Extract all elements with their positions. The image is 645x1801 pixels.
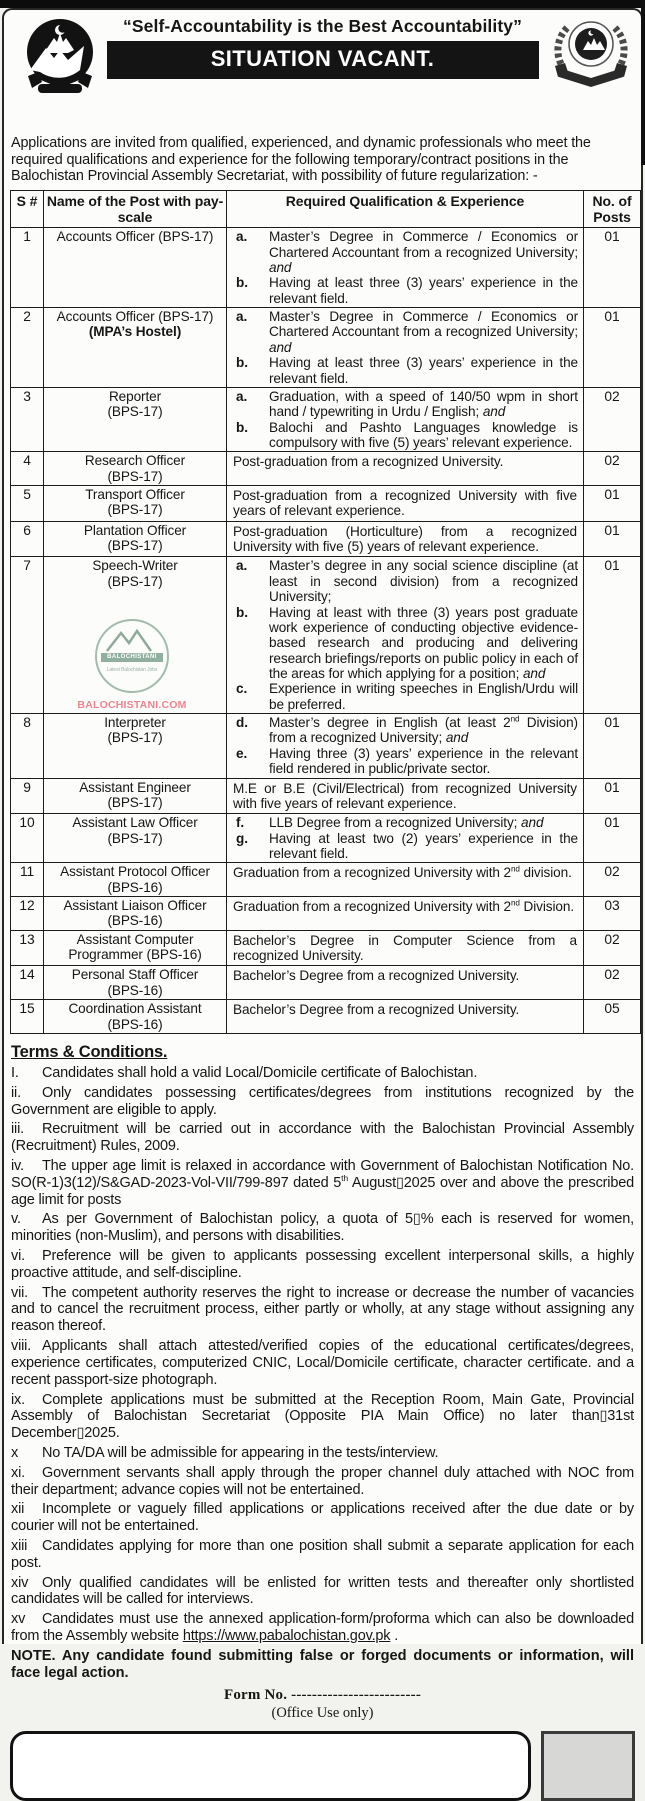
qualification-item-label: b. <box>236 604 248 620</box>
situation-vacant-banner: SITUATION VACANT. <box>107 41 539 79</box>
table-row <box>11 308 641 388</box>
qualification-text: Post-graduation from a recognized University. <box>233 454 504 470</box>
qualification-item-text: Graduation, with a speed of 140/50 wpm in short hand / typewriting in Urdu / English; and <box>269 388 578 420</box>
post-title-line: (MPA’s Hostel) <box>88 324 182 340</box>
table-row <box>11 930 641 966</box>
row-qualification <box>227 930 584 966</box>
term-item <box>11 1501 634 1535</box>
qualification-item-text: Having at least with three (3) years post graduate work experience of conducting objective evidence-based research and producing and delivering research briefings/reports on public policy in each of the areas for which applying for a position; and <box>269 604 578 681</box>
balochistan-assembly-emblem-right <box>549 12 633 109</box>
qualification-item <box>229 605 581 682</box>
row-qualification <box>227 1000 584 1034</box>
row-serial: 2 <box>11 308 44 388</box>
row-qualification <box>227 557 584 714</box>
balochistan-assembly-emblem-left <box>16 14 104 115</box>
qualification-item-label: a. <box>236 388 248 404</box>
header-serial: S # <box>11 191 44 228</box>
qualification-item <box>229 229 581 275</box>
qualification-item-text: Master’s Degree in Commerce / Economics or Chartered Accountant from a recognized University; and <box>269 309 578 355</box>
qualification-item-text: Having at least two (2) years’ experience in the relevant field. <box>269 830 578 861</box>
row-post-name <box>44 1000 227 1034</box>
header-qualification: Required Qualification & Experience <box>227 191 584 228</box>
table-header-row <box>11 191 641 228</box>
post-title-line: Assistant Computer <box>76 931 194 947</box>
table-row <box>11 714 641 778</box>
post-title-line: Programmer (BPS-16) <box>68 947 202 963</box>
watermark-band-text: BALOCHISTANI <box>101 653 163 662</box>
table-row <box>11 521 641 557</box>
row-post-name <box>44 452 227 486</box>
qualification-item <box>229 275 581 306</box>
qualification-text: Bachelor’s Degree from a recognized University. <box>233 968 520 984</box>
qualification-item-text: Having three (3) years’ experience in the relevant field rendered in public/private sector. <box>269 745 578 777</box>
row-qualification <box>227 228 584 308</box>
row-serial: 12 <box>11 897 44 931</box>
advert-frame <box>2 8 643 1722</box>
table-row <box>11 897 641 931</box>
post-title-line: Assistant Engineer <box>79 779 191 795</box>
row-no-of-posts: 02 <box>584 452 641 486</box>
footer-boxes <box>10 1731 635 1801</box>
row-serial: 14 <box>11 966 44 1000</box>
qualification-item-label: a. <box>236 229 248 245</box>
term-item <box>11 1248 634 1282</box>
post-title-line: Interpreter <box>104 715 166 731</box>
watermark-logo <box>95 619 169 693</box>
right-edge-border <box>641 0 645 165</box>
qualification-item-label: d. <box>236 715 248 731</box>
term-number: xi. <box>11 1464 25 1481</box>
term-text: No TA/DA will be admissible for appearing in the tests/interview. <box>42 1444 439 1461</box>
term-item <box>11 1575 634 1609</box>
term-item <box>11 1285 634 1335</box>
qualification-item <box>229 420 581 451</box>
qualification-item-text: Having at least three (3) years’ experience in the relevant field. <box>269 275 578 306</box>
row-post-name <box>44 228 227 308</box>
term-text: Recruitment will be carried out in accordance with the Balochistan Provincial Assembly (Recruitment) Rules, 2009. <box>11 1121 634 1155</box>
qualification-text: Graduation from a recognized University with 2nd Division. <box>233 898 575 915</box>
qualification-item-label: b. <box>236 419 248 435</box>
qualification-text: Graduation from a recognized University with 2nd division. <box>233 864 572 881</box>
qualification-item <box>229 815 581 830</box>
term-number: iv. <box>11 1157 24 1174</box>
vacancy-table <box>10 190 641 1034</box>
term-item <box>11 1158 634 1208</box>
row-post-name <box>44 778 227 814</box>
qualification-text: Post-graduation from a recognized University with five years of relevant experience. <box>233 488 577 519</box>
row-qualification <box>227 897 584 931</box>
table-row <box>11 387 641 451</box>
qualification-item <box>229 355 581 386</box>
term-item <box>11 1211 634 1245</box>
row-no-of-posts: 02 <box>584 930 641 966</box>
qualification-text: M.E or B.E (Civil/Electrical) from recognized University with five years of relevant experience. <box>233 780 577 811</box>
assembly-website-link[interactable]: https://www.pabalochistan.gov.pk <box>182 1628 391 1645</box>
term-text: Complete applications must be submitted at the Reception Room, Main Gate, Provincial Assembly of Balochistan Secretariat (Opposite PIA Main Office) no later than▯31st December▯2025. <box>11 1391 634 1442</box>
term-number: xii <box>11 1501 25 1518</box>
term-item <box>11 1538 634 1572</box>
term-number: xiii <box>11 1538 28 1555</box>
table-row <box>11 863 641 897</box>
term-text: Only candidates possessing certificates/degrees from institutions recognized by the Government are eligible to apply. <box>11 1084 634 1118</box>
row-no-of-posts: 01 <box>584 521 641 557</box>
row-qualification <box>227 778 584 814</box>
post-title-line: Coordination Assistant <box>68 1001 202 1017</box>
qualification-item-label: c. <box>236 681 248 697</box>
note-paragraph: NOTE. Any candidate found submitting false or forged documents or information, will face legal action. <box>11 1647 634 1682</box>
row-post-name <box>44 387 227 451</box>
qualification-item-label: g. <box>236 830 248 846</box>
post-title-line: Assistant Liaison Officer <box>63 898 207 914</box>
qualification-text: Bachelor’s Degree from a recognized University. <box>233 1002 520 1018</box>
qualification-item-text: Experience in writing speeches in English/Urdu will be preferred. <box>269 681 578 712</box>
qualification-item <box>229 389 581 420</box>
term-text: As per Government of Balochistan policy, a quota of 5▯% each is reserved for women, minorities (non-Muslim), and persons with disabilities. <box>11 1211 634 1245</box>
post-title-line: Personal Staff Officer <box>71 967 199 983</box>
post-title-line: Research Officer <box>84 453 186 469</box>
qualification-item <box>229 681 581 712</box>
qualification-item-label: f. <box>236 815 245 831</box>
row-post-name <box>44 308 227 388</box>
row-serial: 10 <box>11 814 44 863</box>
term-number: ii. <box>11 1084 21 1101</box>
row-no-of-posts: 02 <box>584 387 641 451</box>
motto-heading: “Self-Accountability is the Best Accountability” <box>123 16 522 36</box>
table-row <box>11 814 641 863</box>
form-no-line <box>10 1687 635 1704</box>
term-number: xv <box>11 1611 26 1628</box>
header-no-of-posts: No. of Posts <box>584 191 641 228</box>
post-title-line: (BPS-17) <box>107 794 163 810</box>
qualification-item <box>229 831 581 862</box>
table-row <box>11 1000 641 1034</box>
table-row <box>11 452 641 486</box>
row-post-name <box>44 557 227 714</box>
post-title-line: (BPS-16) <box>107 913 163 929</box>
row-serial: 3 <box>11 387 44 451</box>
terms-heading: Terms & Conditions. <box>11 1042 168 1061</box>
row-serial: 13 <box>11 930 44 966</box>
qualification-item <box>229 715 581 746</box>
row-serial: 15 <box>11 1000 44 1034</box>
row-no-of-posts: 05 <box>584 1000 641 1034</box>
table-row <box>11 228 641 308</box>
row-qualification <box>227 814 584 863</box>
qualification-item-label: e. <box>236 745 248 761</box>
post-title-line: Accounts Officer (BPS-17) <box>56 229 214 245</box>
term-item <box>11 1121 634 1155</box>
row-serial: 6 <box>11 521 44 557</box>
term-item <box>11 1085 634 1119</box>
post-title-line: (BPS-17) <box>107 502 163 518</box>
row-qualification <box>227 966 584 1000</box>
row-serial: 9 <box>11 778 44 814</box>
table-row <box>11 778 641 814</box>
term-text: Candidates shall hold a valid Local/Domicile certificate of Balochistan. <box>42 1064 478 1081</box>
row-post-name <box>44 966 227 1000</box>
post-title-line: Reporter <box>108 388 162 404</box>
term-text: Preference will be given to applicants possessing excellent interpersonal skills, a highly proactive attitude, and self-discipline. <box>11 1248 634 1281</box>
qualification-item <box>229 558 581 604</box>
row-qualification <box>227 486 584 522</box>
term-item <box>11 1065 634 1082</box>
post-title-line: (BPS-16) <box>107 982 163 998</box>
table-row <box>11 966 641 1000</box>
row-no-of-posts: 01 <box>584 228 641 308</box>
row-post-name <box>44 930 227 966</box>
office-use-label: (Office Use only) <box>271 1705 374 1722</box>
term-text: Candidates applying for more than one position shall submit a separate application for each post. <box>11 1538 634 1571</box>
qualification-item-label: b. <box>236 275 248 291</box>
term-number: vi. <box>11 1248 25 1265</box>
qualification-item <box>229 309 581 355</box>
qualification-item-label: a. <box>236 309 248 325</box>
balochistani-watermark <box>56 619 208 712</box>
row-no-of-posts: 02 <box>584 863 641 897</box>
row-no-of-posts: 02 <box>584 966 641 1000</box>
post-title-line: (BPS-16) <box>107 879 163 895</box>
qualification-item-label: b. <box>236 355 248 371</box>
qualification-item-text: Master’s degree in English (at least 2nd Division) from a recognized University; and <box>269 714 578 746</box>
row-qualification <box>227 452 584 486</box>
row-serial: 4 <box>11 452 44 486</box>
qualification-item-text: Master’s degree in any social science discipline (at least in second division) from a recognized University; <box>269 558 578 605</box>
page-top-border <box>0 0 645 8</box>
table-row <box>11 486 641 522</box>
term-text: The upper age limit is relaxed in accordance with Government of Balochistan Notification No. SO(R-1)3(12)/S&GAD-2023-Vol-VII/799-897 dated 5th August▯2025 over and above the prescribed age limit for posts <box>11 1157 634 1208</box>
row-post-name <box>44 486 227 522</box>
post-title-line: Accounts Officer (BPS-17) <box>56 309 214 325</box>
row-post-name <box>44 897 227 931</box>
term-number: viii. <box>11 1338 32 1355</box>
term-text: Applicants shall attach attested/verified copies of the educational certificates/degrees, experience certificates, computerized CNIC, Local/Domicile certificate, character certificate. and a recent passport-size photograph. <box>11 1338 634 1388</box>
row-qualification <box>227 308 584 388</box>
post-title-line: (BPS-17) <box>107 404 163 420</box>
term-item <box>11 1611 634 1645</box>
intro-paragraph: Applications are invited from qualified, experienced, and dynamic professionals who meet the required qualifications and experience for the following temporary/contract positions in the Balochistan Provincial Assembly Secretariat, with possibility of future regularization: - <box>11 135 591 185</box>
row-serial: 7 <box>11 557 44 714</box>
row-post-name <box>44 521 227 557</box>
row-serial: 8 <box>11 714 44 778</box>
row-no-of-posts: 01 <box>584 778 641 814</box>
header-post-name: Name of the Post with pay-scale <box>44 191 227 228</box>
post-title-line: (BPS-17) <box>107 538 163 554</box>
row-no-of-posts: 01 <box>584 486 641 522</box>
row-serial: 1 <box>11 228 44 308</box>
qualification-text: Bachelor’s Degree in Computer Science from a recognized University. <box>233 932 577 964</box>
vacancy-table-body <box>11 228 641 1034</box>
qualification-item <box>229 746 581 777</box>
row-qualification <box>227 714 584 778</box>
application-form-box <box>10 1731 531 1801</box>
term-number: x <box>11 1444 19 1461</box>
form-no-dashes: ------------------------- <box>291 1687 422 1704</box>
row-no-of-posts: 01 <box>584 814 641 863</box>
qualification-item-text: LLB Degree from a recognized University; and <box>269 815 544 831</box>
post-title-line: (BPS-17) <box>107 830 163 846</box>
row-no-of-posts: 01 <box>584 714 641 778</box>
row-qualification <box>227 387 584 451</box>
term-number: xiv <box>11 1574 29 1591</box>
term-item <box>11 1392 634 1442</box>
post-title-line: (BPS-16) <box>107 1016 163 1032</box>
row-post-name <box>44 814 227 863</box>
row-qualification <box>227 863 584 897</box>
qualification-item-text: Balochi and Pashto Languages knowledge is compulsory with five (5) years’ relevant experience. <box>269 419 578 450</box>
term-number: I. <box>11 1064 19 1081</box>
post-title-line: Assistant Protocol Officer <box>60 864 210 880</box>
term-number: iii. <box>11 1121 24 1138</box>
row-no-of-posts: 03 <box>584 897 641 931</box>
term-text: Government servants shall apply through the proper channel duly attached with NOC from their department; advance copies will not be entertained. <box>11 1464 634 1498</box>
term-item <box>11 1445 634 1462</box>
term-text: Only qualified candidates will be enlisted for written tests and thereafter only shortlisted candidates will be called for interviews. <box>11 1574 634 1608</box>
row-serial: 11 <box>11 863 44 897</box>
form-no-label: Form No. <box>223 1687 288 1704</box>
row-post-name <box>44 863 227 897</box>
post-title-line: (BPS-17) <box>107 468 163 484</box>
watermark-site-text: BALOCHISTANI.COM <box>77 699 187 712</box>
post-title-line: Assistant Law Officer <box>72 815 198 831</box>
term-number: vii. <box>11 1284 29 1301</box>
term-item <box>11 1465 634 1499</box>
term-text: The competent authority reserves the right to increase or decrease the number of vacancies and to cancel the recruitment process, either partly or wholly, at any stage without assigning any reason thereof. <box>11 1284 634 1335</box>
row-no-of-posts: 01 <box>584 557 641 714</box>
post-title-line: (BPS-17) <box>107 730 163 746</box>
row-post-name <box>44 714 227 778</box>
row-no-of-posts: 01 <box>584 308 641 388</box>
qualification-item-label: a. <box>236 558 248 574</box>
photo-box <box>541 1731 635 1801</box>
table-row <box>11 557 641 714</box>
watermark-sub-text: Latest Balochistan Jobs <box>106 667 158 674</box>
post-title-line: Plantation Officer <box>83 522 187 538</box>
row-serial: 5 <box>11 486 44 522</box>
qualification-text: Post-graduation (Horticulture) from a recognized University with five (5) years of relevant experience. <box>233 523 577 555</box>
terms-list <box>10 1065 635 1645</box>
advert-header <box>10 12 635 126</box>
post-title-line: Transport Officer <box>85 487 185 503</box>
post-title-line: Speech-Writer <box>92 558 178 574</box>
term-text: Incomplete or vaguely filled applications or applications received after the due date or by courier will not be entertained. <box>11 1501 634 1535</box>
term-text: Candidates must use the annexed application-form/proforma which can also be downloaded from the Assembly website https://www.pabalochistan.gov.pk . <box>11 1611 634 1645</box>
post-title-line: (BPS-17) <box>107 573 163 589</box>
term-item <box>11 1338 634 1388</box>
qualification-item-text: Master’s Degree in Commerce / Economics or Chartered Accountant from a recognized University; and <box>269 229 578 276</box>
term-number: ix. <box>11 1391 25 1408</box>
qualification-item-text: Having at least three (3) years’ experience in the relevant field. <box>269 355 578 386</box>
row-qualification <box>227 521 584 557</box>
term-number: v. <box>11 1211 21 1228</box>
